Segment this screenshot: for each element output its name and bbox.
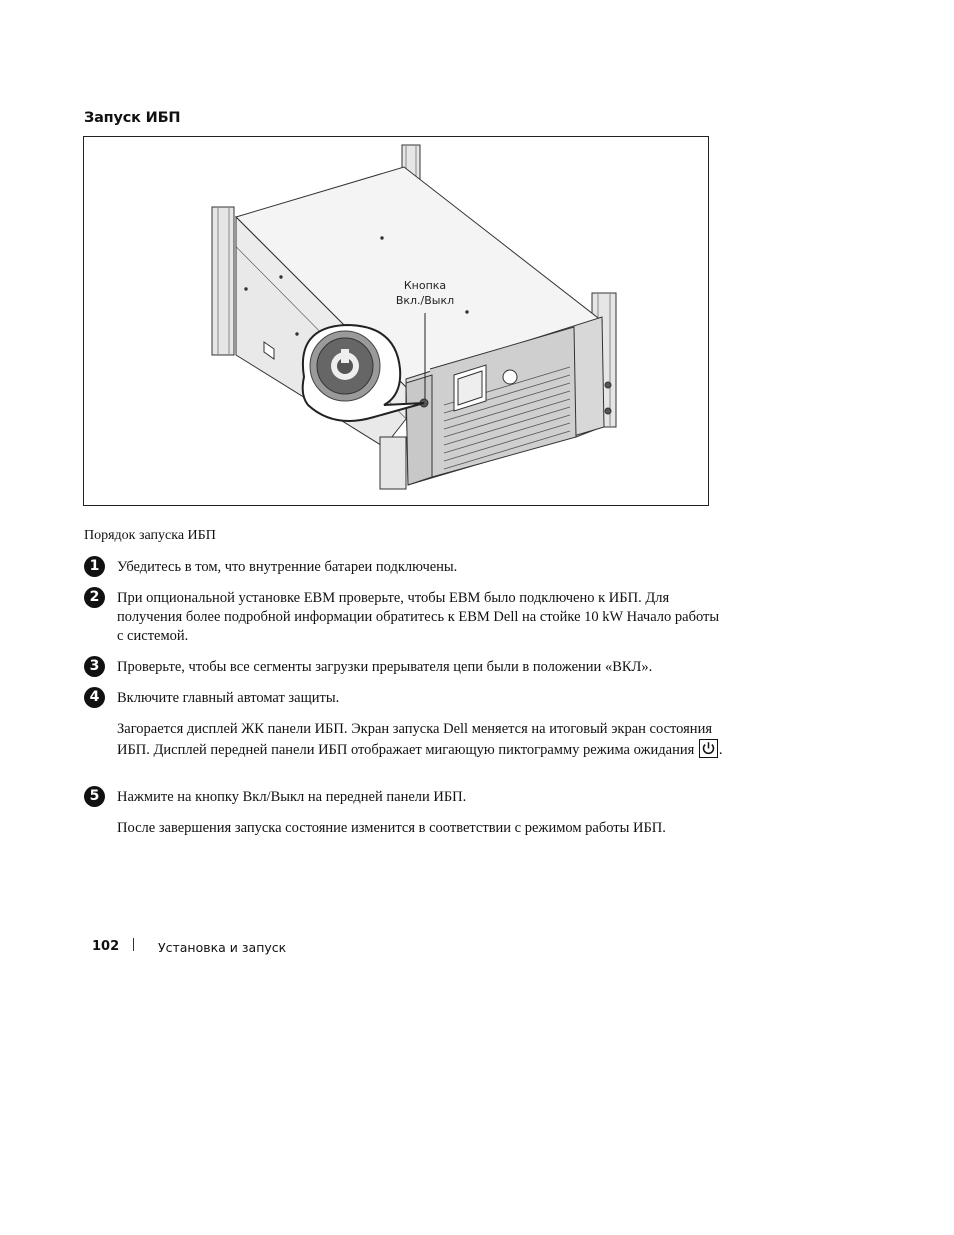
ups-figure — [83, 136, 709, 506]
step-text-2: При опциональной установке EBM проверьте, чтобы EBM было подключено к ИБП. Для получения более подробной информации обратитесь к EBM Dell на стойке 10 kW Начало работы с системой. — [117, 590, 720, 644]
step-text-3: Проверьте, чтобы все сегменты загрузки прерывателя цепи были в положении «ВКЛ». — [117, 659, 653, 675]
power-standby-icon — [699, 739, 718, 758]
step-number-2: 2 — [84, 587, 105, 608]
on-off-button-label: Кнопка Вкл./Выкл — [395, 279, 455, 307]
step-4-note-end: . — [718, 742, 723, 758]
step-text-1: Убедитесь в том, что внутренние батареи подключены. — [117, 559, 458, 575]
step-4-note-text: Загорается дисплей ЖК панели ИБП. Экран запуска Dell меняется на итоговый экран состояния ИБП. Дисплей передней панели ИБП отображает мигающую пиктограмму режима ожидания — [117, 721, 712, 758]
section-title: Запуск ИБП — [84, 110, 181, 126]
footer-divider — [133, 938, 134, 951]
ups-rack-illustration — [84, 137, 708, 505]
step-5-note: После завершения запуска состояние изменится в соответствии с режимом работы ИБП. — [117, 820, 666, 836]
step-number-1: 1 — [84, 556, 105, 577]
step-number-4: 4 — [84, 687, 105, 708]
page-number: 102 — [92, 939, 120, 954]
step-number-3: 3 — [84, 656, 105, 677]
step-number-5: 5 — [84, 786, 105, 807]
procedure-caption: Порядок запуска ИБП — [84, 528, 216, 543]
step-4-note — [117, 720, 745, 760]
step-text-4: Включите главный автомат защиты. — [117, 690, 340, 706]
footer-section-name: Установка и запуск — [158, 940, 287, 955]
step-text-5: Нажмите на кнопку Вкл/Выкл на передней панели ИБП. — [117, 789, 467, 805]
